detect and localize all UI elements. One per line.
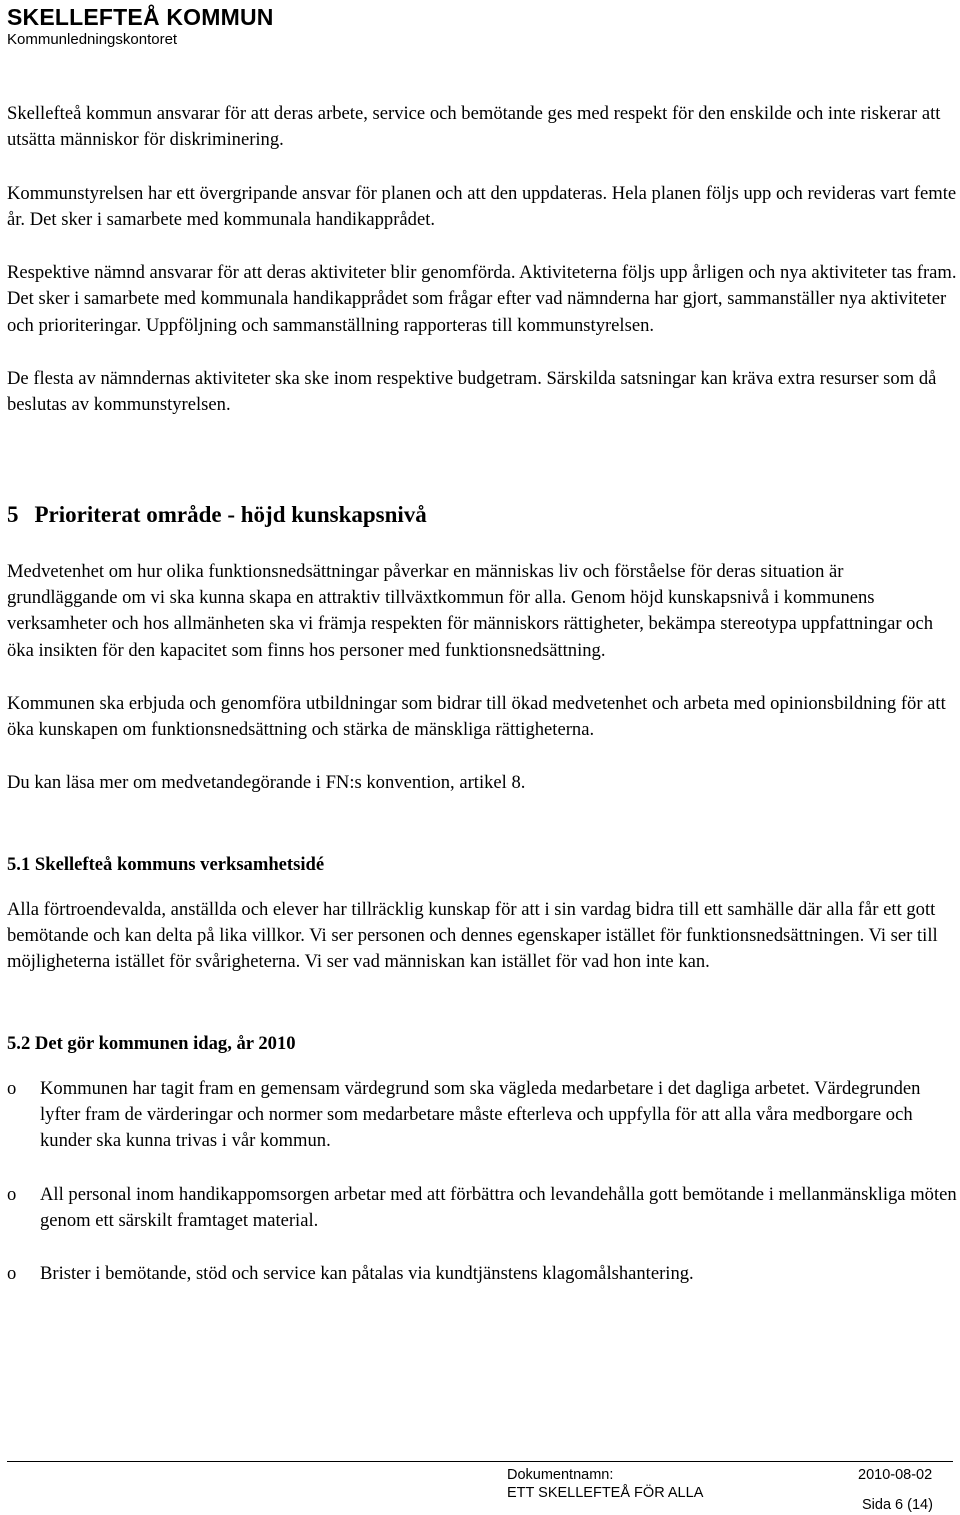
activity-list (7, 1076, 957, 1288)
intro-paragraph: Kommunstyrelsen har ett övergripande ansvar för planen och att den uppdateras. Hela planen följs upp och revideras vart femte år. Det sker i samarbete med kommunala handikapprådet. (7, 182, 957, 230)
section-5-1-paragraph: Alla förtroendevalda, anställda och elever har tillräcklig kunskap för att i sin vardag bidra till ett samhälle där alla får ett gott bemötande och kan delta på lika villkor. Vi ser personen och dennes egenskaper istället för funktionsnedsättningen. Vi ser till möjligheterna istället för svårigheterna. Vi ser vad människan kan istället för vad hon inte kan. (7, 898, 938, 973)
document-body (7, 101, 957, 1287)
list-item-text: All personal inom handikappomsorgen arbetar med att förbättra och levandehålla gott bemötande i mellanmänskliga möten genom ett särskilt framtaget material. (40, 1183, 957, 1231)
section-5-paragraph: Du kan läsa mer om medvetandegörande i FN:s konvention, artikel 8. (7, 772, 526, 794)
list-item-text: Brister i bemötande, stöd och service kan påtalas via kundtjänstens klagomålshantering. (40, 1263, 694, 1285)
section-5-1-heading: 5.1 Skellefteå kommuns verksamhetsidé (7, 853, 325, 875)
intro-paragraph: De flesta av nämndernas aktiviteter ska ske inom respektive budgetram. Särskilda satsningar kan kräva extra resurser som då beslutas av kommunstyrelsen. (7, 368, 937, 416)
document-name: ETT SKELLEFTEÅ FÖR ALLA (507, 1485, 704, 1501)
bullet-circle-icon: o (7, 1077, 17, 1099)
department-name: Kommunledningskontoret (7, 31, 178, 48)
section-5-paragraph: Kommunen ska erbjuda och genomföra utbildningar som bidrar till ökad medvetenhet och arbeta med opinionsbildning för att öka kunskapen om funktionsnedsättning och stärka de mänskliga rättigheterna. (7, 692, 946, 741)
intro-paragraph: Skellefteå kommun ansvarar för att deras arbete, service och bemötande ges med respekt för den enskilde och inte riskerar att utsätta människor för diskriminering. (7, 103, 941, 151)
section-title: Prioriterat område - höjd kunskapsnivå (34, 501, 427, 527)
list-item-text: Kommunen har tagit fram en gemensam värdegrund som ska vägleda medarbetare i det dagliga arbetet. Värdegrunden lyfter fram de värderingar och normer som medarbetare måste efterleva och uppfylla för att alla våra medborgare och kunder ska kunna trivas i vår kommun. (40, 1077, 921, 1152)
list-item (7, 1076, 957, 1155)
bullet-circle-icon: o (7, 1263, 17, 1285)
footer-divider (7, 1461, 953, 1462)
page-header (7, 3, 274, 49)
list-item (7, 1182, 957, 1235)
list-item (7, 1261, 957, 1287)
page-number: Sida 6 (14) (862, 1497, 933, 1513)
section-number: 5 (7, 501, 19, 527)
document-name-label: Dokumentnamn: (507, 1467, 614, 1483)
section-5-heading (7, 501, 957, 529)
section-5-2-heading: 5.2 Det gör kommunen idag, år 2010 (7, 1032, 296, 1054)
organization-name: SKELLEFTEÅ KOMMUN (7, 4, 274, 30)
intro-paragraph: Respektive nämnd ansvarar för att deras aktiviteter blir genomförda. Aktiviteterna följs upp årligen och nya aktiviteter tas fram. Det sker i samarbete med kommunala handikapprådet som frågar efter vad nämnderna har gjort, sammanställer nya aktiviteter och prioriteringar. Uppföljning och sammanställning rapporteras till kommunstyrelsen. (7, 262, 957, 336)
section-5-paragraph: Medvetenhet om hur olika funktionsnedsättningar påverkar en människas liv och förståelse för deras situation är grundläggande om vi ska kunna skapa en attraktiv tillväxtkommun för alla. Genom höjd kunskapsnivå i kommunens verksamheter och hos allmänheten ska vi främja respekten för människors rättigheter, bekämpa stereotypa uppfattningar och öka insikten för den kapacitet som finns hos personer med funktionsnedsättning. (7, 560, 934, 661)
document-date: 2010-08-02 (858, 1467, 933, 1483)
bullet-circle-icon: o (7, 1183, 17, 1205)
